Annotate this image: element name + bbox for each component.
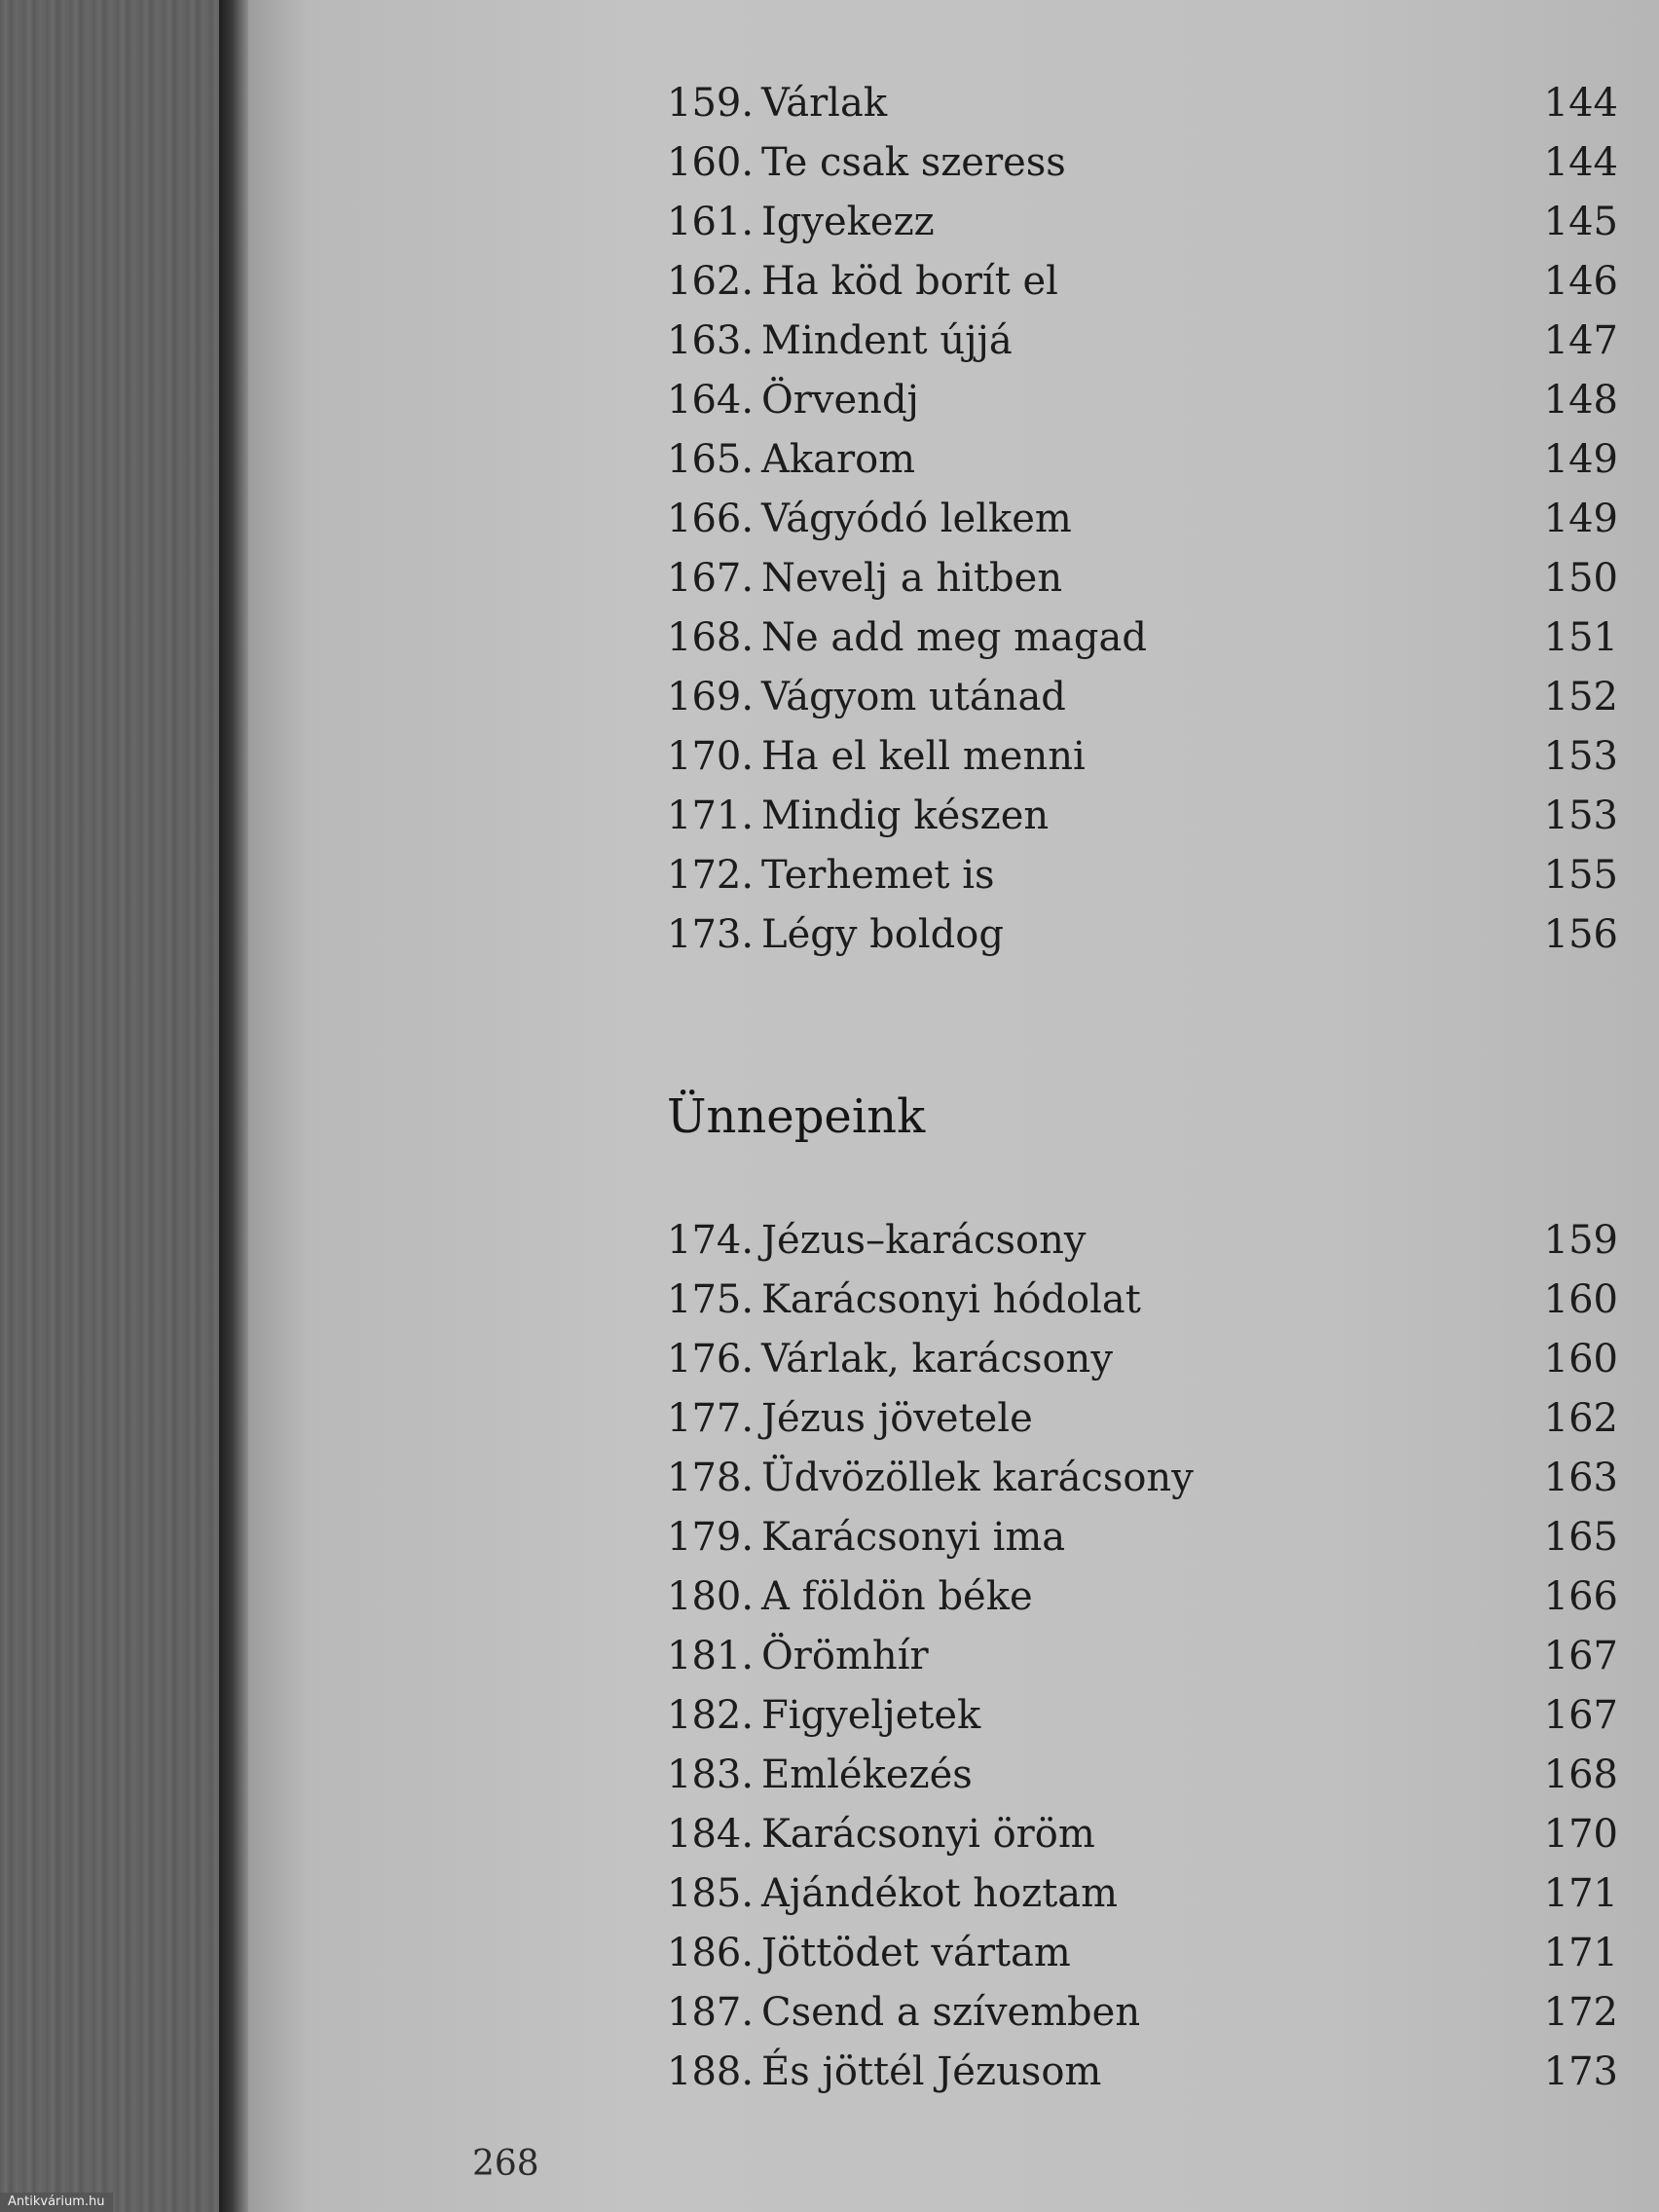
entry-number: 159.: [667, 81, 755, 126]
toc-entry: [248, 669, 1659, 725]
entry-page: 151: [1543, 615, 1618, 660]
entry-title: Jézus–karácsony: [761, 1218, 1087, 1263]
toc-entry: [248, 609, 1659, 666]
entry-number: 183.: [667, 1752, 755, 1797]
entry-page: 156: [1543, 912, 1618, 957]
entry-page: 165: [1543, 1515, 1618, 1560]
entry-number: 181.: [667, 1634, 755, 1678]
entry-title: Karácsonyi ima: [761, 1515, 1066, 1560]
section-heading: Ünnepeink: [667, 1089, 926, 1144]
entry-page: 147: [1543, 318, 1618, 363]
entry-number: 162.: [667, 259, 755, 304]
entry-title: Üdvözöllek karácsony: [761, 1456, 1194, 1500]
entry-page: 149: [1543, 437, 1618, 482]
entry-number: 171.: [667, 793, 755, 838]
entry-number: 166.: [667, 497, 755, 541]
entry-title: Akarom: [761, 437, 916, 482]
entry-page: 171: [1543, 1871, 1618, 1916]
toc-entry: [248, 134, 1659, 191]
entry-number: 165.: [667, 437, 755, 482]
toc-entry: [248, 1925, 1659, 1981]
entry-title: Jöttödet vártam: [761, 1931, 1071, 1975]
entry-number: 174.: [667, 1218, 755, 1263]
entry-number: 184.: [667, 1812, 755, 1857]
toc-entry: [248, 75, 1659, 131]
entry-page: 168: [1543, 1752, 1618, 1797]
book-spine-edge: [219, 0, 248, 2212]
toc-entry: [248, 1865, 1659, 1922]
entry-page: 160: [1543, 1337, 1618, 1382]
entry-number: 182.: [667, 1693, 755, 1738]
entry-title: Vágyódó lelkem: [761, 497, 1072, 541]
entry-number: 186.: [667, 1931, 755, 1975]
entry-number: 180.: [667, 1574, 755, 1619]
entry-page: 155: [1543, 853, 1618, 898]
entry-number: 160.: [667, 140, 755, 185]
toc-entry: [248, 1806, 1659, 1862]
entry-number: 169.: [667, 675, 755, 719]
entry-title: Vágyom utánad: [761, 675, 1066, 719]
toc-entry: [248, 728, 1659, 785]
toc-entry: [248, 1628, 1659, 1684]
toc-entry: [248, 313, 1659, 369]
entry-page: 167: [1543, 1634, 1618, 1678]
entry-title: Figyeljetek: [761, 1693, 981, 1738]
entry-number: 170.: [667, 734, 755, 779]
entry-number: 178.: [667, 1456, 755, 1500]
book-page: [248, 0, 1659, 2212]
entry-title: Emlékezés: [761, 1752, 973, 1797]
entry-page: 144: [1543, 140, 1618, 185]
entry-title: Jézus jövetele: [761, 1396, 1033, 1441]
page-number: 268: [472, 2144, 539, 2184]
entry-page: 159: [1543, 1218, 1618, 1263]
entry-number: 175.: [667, 1277, 755, 1322]
entry-number: 161.: [667, 200, 755, 244]
entry-title: Igyekezz: [761, 200, 935, 244]
wood-background: [0, 0, 219, 2212]
entry-number: 176.: [667, 1337, 755, 1382]
toc-entry: [248, 1687, 1659, 1744]
entry-title: Nevelj a hitben: [761, 556, 1063, 601]
entry-page: 152: [1543, 675, 1618, 719]
entry-title: Örvendj: [761, 378, 919, 423]
toc-entry: [248, 2044, 1659, 2100]
entry-title: Te csak szeress: [761, 140, 1066, 185]
toc-entry: [248, 372, 1659, 428]
entry-page: 160: [1543, 1277, 1618, 1322]
entry-title: Örömhír: [761, 1634, 929, 1678]
toc-entry: [248, 1568, 1659, 1625]
toc-entry: [248, 788, 1659, 844]
entry-title: Ha el kell menni: [761, 734, 1086, 779]
toc-entry: [248, 1747, 1659, 1803]
entry-title: Karácsonyi hódolat: [761, 1277, 1141, 1322]
entry-title: Mindent újjá: [761, 318, 1013, 363]
entry-number: 167.: [667, 556, 755, 601]
entry-title: A földön béke: [761, 1574, 1033, 1619]
toc-entry: [248, 194, 1659, 250]
toc-entry: [248, 906, 1659, 963]
entry-number: 168.: [667, 615, 755, 660]
entry-page: 173: [1543, 2049, 1618, 2094]
entry-title: És jöttél Jézusom: [761, 2049, 1102, 2094]
entry-title: Légy boldog: [761, 912, 1004, 957]
toc-entry: [248, 1450, 1659, 1506]
entry-page: 148: [1543, 378, 1618, 423]
entry-page: 172: [1543, 1990, 1618, 2035]
toc-entry: [248, 1984, 1659, 2041]
entry-number: 188.: [667, 2049, 755, 2094]
entry-page: 153: [1543, 734, 1618, 779]
toc-entry: [248, 431, 1659, 488]
entry-page: 166: [1543, 1574, 1618, 1619]
entry-page: 150: [1543, 556, 1618, 601]
entry-page: 167: [1543, 1693, 1618, 1738]
entry-page: 171: [1543, 1931, 1618, 1975]
entry-page: 144: [1543, 81, 1618, 126]
entry-title: Terhemet is: [761, 853, 995, 898]
entry-number: 187.: [667, 1990, 755, 2035]
watermark: Antikvárium.hu: [0, 2193, 113, 2212]
toc-entry: [248, 550, 1659, 607]
entry-number: 164.: [667, 378, 755, 423]
entry-title: Várlak: [761, 81, 888, 126]
entry-page: 170: [1543, 1812, 1618, 1857]
entry-page: 145: [1543, 200, 1618, 244]
toc-entry: [248, 847, 1659, 903]
entry-page: 162: [1543, 1396, 1618, 1441]
toc-entry: [248, 1212, 1659, 1269]
toc-entry: [248, 1509, 1659, 1566]
entry-number: 163.: [667, 318, 755, 363]
toc-entry: [248, 1331, 1659, 1387]
toc-entry: [248, 491, 1659, 547]
entry-title: Ajándékot hoztam: [761, 1871, 1119, 1916]
entry-page: 146: [1543, 259, 1618, 304]
entry-title: Ha köd borít el: [761, 259, 1058, 304]
entry-title: Várlak, karácsony: [761, 1337, 1113, 1382]
entry-title: Karácsonyi öröm: [761, 1812, 1095, 1857]
entry-title: Ne add meg magad: [761, 615, 1147, 660]
toc-entry: [248, 1272, 1659, 1328]
entry-title: Csend a szívemben: [761, 1990, 1141, 2035]
entry-page: 153: [1543, 793, 1618, 838]
entry-number: 172.: [667, 853, 755, 898]
toc-entry: [248, 253, 1659, 310]
entry-number: 173.: [667, 912, 755, 957]
entry-page: 163: [1543, 1456, 1618, 1500]
entry-number: 177.: [667, 1396, 755, 1441]
entry-number: 179.: [667, 1515, 755, 1560]
entry-page: 149: [1543, 497, 1618, 541]
entry-title: Mindig készen: [761, 793, 1050, 838]
toc-entry: [248, 1390, 1659, 1447]
entry-number: 185.: [667, 1871, 755, 1916]
